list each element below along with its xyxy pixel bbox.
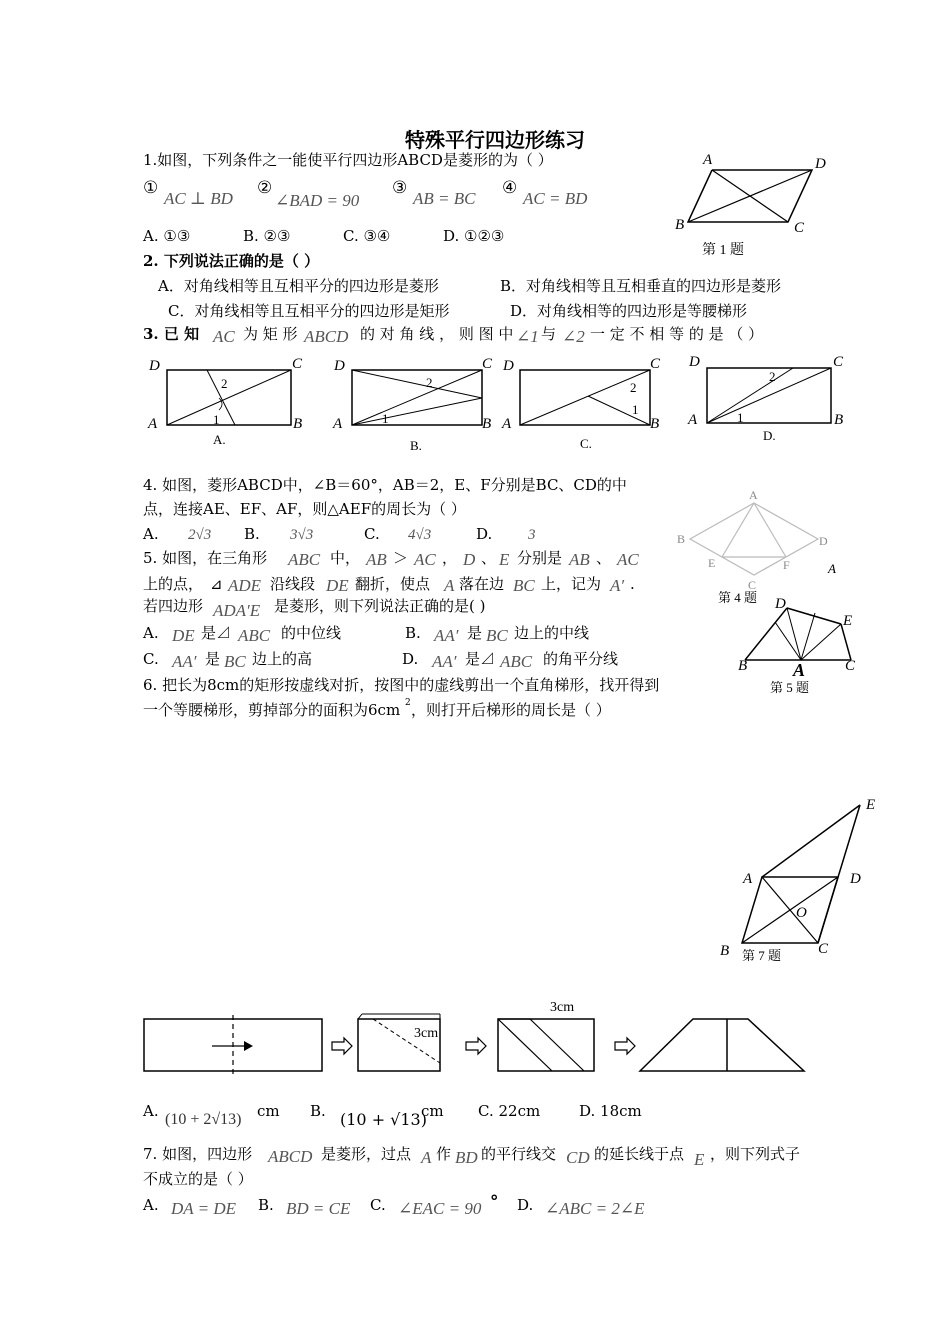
q2-option-a: A．对角线相等且互相平分的四边形是菱形 [158, 277, 439, 295]
q7-option-a-value: DA = DE [171, 1199, 236, 1218]
svg-text:B: B [834, 412, 844, 428]
q5-math-abc: ABC [288, 550, 321, 569]
q3-stem-4: 与 [541, 325, 557, 343]
svg-text:E: E [708, 556, 716, 570]
svg-text:A: A [749, 488, 758, 502]
svg-text:1: 1 [213, 412, 220, 427]
q7-option-a: A. [143, 1196, 159, 1214]
q3-figure-b [330, 352, 495, 452]
q1-option-b: B. ②③ [243, 227, 291, 245]
svg-text:C: C [482, 356, 493, 372]
q5-option-a-math2: ABC [238, 626, 271, 645]
q7-option-c: C. [370, 1196, 386, 1214]
q5-option-d-tail: 的角平分线 [543, 650, 619, 668]
q5-option-a-math: DE [172, 626, 195, 645]
svg-text:D: D [689, 354, 700, 370]
q7-text-6: ，则下列式子 [710, 1145, 801, 1163]
q5-math-de: DE [326, 576, 349, 595]
q3-figure-c [500, 352, 670, 452]
svg-text:2: 2 [630, 380, 637, 395]
q7-text-3: 作 [436, 1145, 452, 1163]
q4-option-d: D. [476, 525, 493, 543]
q3-math-angle1: ∠1 [516, 327, 539, 346]
q1-cond3: AB = BC [413, 189, 476, 208]
q7-text-2: 是菱形，过点 [321, 1145, 412, 1163]
svg-text:D: D [775, 596, 786, 612]
q5-text-4: ， [442, 549, 458, 567]
q7-math-e: E [694, 1150, 705, 1169]
q5-text-r1: 若四边形 [143, 597, 204, 615]
q5-text-q5: 落在边 [459, 575, 505, 593]
svg-text:C: C [833, 354, 844, 370]
q7-text-5: 的延长线于点 [594, 1145, 685, 1163]
q5-option-b-text: 是 [467, 624, 483, 642]
svg-text:2: 2 [221, 376, 228, 391]
svg-text:F: F [783, 558, 790, 572]
svg-text:D: D [334, 358, 345, 374]
q6-line2b: ，则打开后梯形的周长是（ ） [411, 701, 611, 719]
q3-figure-d [685, 350, 850, 450]
q6-line1: 6. 把长为8cm的矩形按虚线对折，按图中的虚线剪出一个直角梯形，找开得到 [143, 676, 660, 694]
svg-text:A: A [743, 871, 753, 887]
q5-text-6: 分别是 [517, 549, 563, 567]
q5-math-a-prime: A′ [610, 576, 625, 595]
q1-label-a: A [703, 152, 713, 168]
svg-text:B: B [720, 943, 730, 959]
q4-line1: 4. 如图，菱形ABCD中，∠B＝60°，AB＝2，E、F分别是BC、CD的中 [143, 476, 627, 494]
svg-text:B: B [677, 532, 686, 546]
q5-text-1: 5. 如图，在三角形 [143, 549, 268, 567]
q4-stray-a: A [828, 561, 836, 576]
q1-cond3-num: ③ [392, 178, 408, 198]
q1-label-c: C [794, 220, 805, 236]
q7-option-b: B. [258, 1196, 274, 1214]
q4-value-c: 4√3 [408, 527, 432, 543]
q5-option-c-letter: C. [143, 650, 159, 668]
q5-math-ac: AC [414, 550, 436, 569]
q5-option-c-tail: 边上的高 [252, 650, 313, 668]
svg-text:2: 2 [769, 369, 776, 384]
q3-stem-3: 的 对 角 线 ， 则 图 中 [360, 325, 514, 343]
q6-option-a-value: (10 + 2√13) [165, 1111, 242, 1128]
q7-figure [710, 795, 890, 970]
q4-value-d: 3 [528, 527, 536, 543]
q6-line2a: 一个等腰梯形，剪掉部分的面积为6cm [143, 701, 401, 719]
q2-option-b: B．对角线相等且互相垂直的四边形是菱形 [500, 277, 782, 295]
q4-line2: 点，连接AE、EF、AF，则△AEF的周长为（ ） [143, 500, 466, 518]
q5-math-ab: AB [366, 550, 387, 569]
q5-text-q3: 沿线段 [270, 575, 316, 593]
q1-cond2: ∠BAD = 90 [275, 191, 360, 210]
q4-caption: 第 4 题 [718, 590, 758, 605]
svg-text:2: 2 [426, 375, 433, 390]
svg-text:1: 1 [737, 410, 744, 425]
svg-text:A: A [502, 416, 512, 432]
q5-math-adae: ADA′E [213, 601, 261, 620]
q5-option-d-math: AA′ [432, 652, 457, 671]
q6-superscript: 2 [405, 698, 411, 708]
q5-text-q7: . [630, 575, 635, 593]
q7-option-c-degree: ° [490, 1192, 499, 1212]
q5-figure [735, 596, 865, 701]
q2-option-d: D．对角线相等的四边形是等腰梯形 [510, 302, 748, 320]
q7-math-abcd: ABCD [268, 1147, 313, 1166]
q5-option-c-text: 是 [205, 650, 221, 668]
svg-text:E: E [843, 613, 853, 629]
svg-text:D: D [149, 358, 160, 374]
q5-text-r2: 是菱形，则下列说法正确的是( ) [274, 597, 486, 615]
q1-label-d: D [815, 156, 826, 172]
q3-caption-b: B. [410, 438, 422, 453]
q5-text-2: 中， [330, 549, 361, 567]
page-title: 特殊平行四边形练习 [405, 128, 585, 152]
svg-text:B: B [482, 416, 492, 432]
q5-text-3: ＞ [393, 549, 409, 567]
q3-caption-a: A. [213, 432, 226, 447]
q7-text-1: 7. 如图，四边形 [143, 1145, 253, 1163]
q1-cond4-num: ④ [502, 178, 518, 198]
q5-option-b-math: AA′ [434, 626, 459, 645]
q5-option-b-tail: 边上的中线 [514, 624, 590, 642]
q7-option-b-value: BD = CE [286, 1199, 351, 1218]
q7-text-4: 的平行线交 [481, 1145, 557, 1163]
q6-option-d: D. 18cm [579, 1102, 642, 1120]
q7-option-c-value: ∠EAC = 90 [398, 1199, 482, 1218]
q5-caption: 第 5 题 [770, 680, 810, 695]
q5-math-a: A [444, 576, 455, 595]
q5-math-e: E [499, 550, 510, 569]
q3-math-ac: AC [213, 327, 235, 346]
q5-option-a-tail: 的中位线 [281, 624, 342, 642]
q5-option-a-letter: A. [143, 624, 159, 642]
svg-text:C: C [292, 356, 303, 372]
q4-option-b: B. [244, 525, 260, 543]
q2-option-c: C．对角线相等且互相平分的四边形是矩形 [168, 302, 450, 320]
q6-option-b: B. [310, 1102, 326, 1120]
q1-cond4: AC = BD [523, 189, 588, 208]
q4-figure [670, 485, 850, 610]
q5-text-q2: ⊿ [210, 575, 223, 593]
q6-option-c: C. 22cm [478, 1102, 541, 1120]
svg-text:1: 1 [632, 402, 639, 417]
svg-text:1: 1 [382, 411, 389, 426]
q5-option-d-text: 是⊿ [465, 650, 496, 668]
q6-option-a: A. [143, 1102, 159, 1120]
q5-option-a-text: 是⊿ [201, 624, 232, 642]
svg-text:C: C [818, 941, 829, 957]
q7-caption: 第 7 题 [742, 948, 782, 963]
svg-text:C: C [650, 356, 661, 372]
q3-math-angle2: ∠2 [562, 327, 585, 346]
q7-option-d: D. [517, 1196, 534, 1214]
q7-math-cd: CD [566, 1148, 590, 1167]
q5-option-d-letter: D. [402, 650, 419, 668]
q1-label-b: B [675, 217, 685, 233]
q7-math-a: A [421, 1148, 432, 1167]
svg-text:B: B [738, 658, 748, 674]
q4-option-a: A. [143, 525, 159, 543]
q5-text-q1: 上的点， [143, 575, 204, 593]
svg-text:E: E [866, 797, 876, 813]
q7-math-bd: BD [455, 1148, 478, 1167]
svg-text:D: D [503, 358, 514, 374]
q1-option-a: A. ①③ [143, 227, 191, 245]
svg-text:D: D [850, 871, 861, 887]
svg-text:C: C [748, 578, 757, 592]
svg-text:A: A [333, 416, 343, 432]
q1-caption: 第 1 题 [702, 243, 744, 258]
q5-option-c-math2: BC [224, 652, 246, 671]
q5-option-c-math: AA′ [172, 652, 197, 671]
q3-stem-1: 3. 已 知 [143, 325, 200, 343]
q6-option-a-unit: cm [257, 1102, 280, 1120]
svg-text:3cm: 3cm [550, 1000, 575, 1015]
q5-text-5: 、 [481, 549, 497, 567]
svg-text:D: D [819, 534, 828, 548]
q5-math-ac2: AC [617, 550, 639, 569]
q1-option-c: C. ③④ [343, 227, 391, 245]
q3-figure-a [145, 352, 310, 452]
q5-math-ade: ADE [228, 576, 262, 595]
q1-cond1: AC ⊥ BD [164, 189, 233, 208]
q5-option-b-math2: BC [486, 626, 508, 645]
q5-math-ab2: AB [569, 550, 590, 569]
q5-option-b-letter: B. [405, 624, 421, 642]
q5-text-q6: 上，记为 [541, 575, 602, 593]
q4-value-b: 3√3 [290, 527, 314, 543]
q1-option-d: D. ①②③ [443, 227, 505, 245]
q5-text-q4: 翻折，使点 [355, 575, 431, 593]
q6-option-b-value: (10 + √13) [340, 1110, 427, 1129]
q4-value-a: 2√3 [188, 527, 212, 543]
svg-text:A: A [148, 416, 158, 432]
q5-math-bc: BC [513, 576, 535, 595]
q6-figure [140, 995, 830, 1080]
svg-text:3cm: 3cm [414, 1026, 439, 1041]
q1-stem: 1.如图，下列条件之一能使平行四边形ABCD是菱形的为（ ） [143, 151, 553, 169]
q7-option-d-value: ∠ABC = 2∠E [545, 1199, 645, 1218]
q1-figure [670, 150, 840, 260]
q7-line2: 不成立的是（ ） [143, 1170, 253, 1188]
q5-option-d-math2: ABC [500, 652, 533, 671]
q5-text-7: 、 [596, 549, 612, 567]
q5-math-d: D [463, 550, 476, 569]
svg-text:A: A [793, 660, 806, 680]
q3-stem-5: 一 定 不 相 等 的 是 （ ） [590, 325, 764, 343]
q4-option-c: C. [364, 525, 380, 543]
svg-text:C: C [845, 658, 856, 674]
q2-stem: 2. 下列说法正确的是（ ） [143, 252, 320, 270]
svg-text:A: A [688, 412, 698, 428]
svg-text:B: B [650, 416, 660, 432]
svg-text:B: B [293, 416, 303, 432]
q3-caption-d: D. [763, 428, 776, 443]
q6-option-b-unit: cm [421, 1102, 444, 1120]
svg-text:O: O [796, 905, 807, 921]
q3-caption-c: C. [580, 436, 592, 451]
q1-cond1-num: ① [143, 178, 159, 198]
q1-cond2-num: ② [257, 178, 273, 198]
q3-stem-2: 为 矩 形 [243, 325, 298, 343]
q3-math-abcd: ABCD [304, 327, 349, 346]
